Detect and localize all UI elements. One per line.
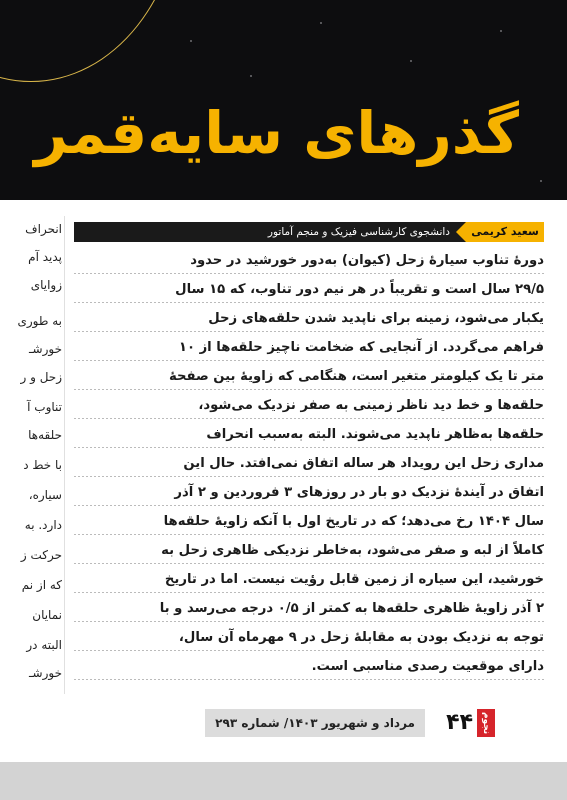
page-footer [205,709,495,737]
previous-column [0,216,62,696]
body-line: مداری زحل این رویداد هر ساله اتفاق نمی‌افتد. حال این [74,449,544,478]
body-line: دارای موقعیت رصدی مناسبی است. [74,652,544,681]
article-body [74,246,544,681]
body-line: توجه به نزدیک بودن به مقابلهٔ زحل در ۹ مهرماه آن سال، [74,623,544,652]
column-fragment: سیاره، [28,488,62,502]
star [540,180,542,182]
column-fragment: حرکت ز [20,548,62,562]
star [250,75,252,77]
body-line: فراهم می‌گردد. از آنجایی که ضخامت ناچیز حلقه‌ها از ۱۰ [74,333,544,362]
body-line: حلقه‌ها به‌ظاهر ناپدید می‌شوند. البته به‌سبب انحراف [74,420,544,449]
body-line: کاملاً از لبه و صفر می‌شود، به‌خاطر نزدیکی ظاهری زحل به [74,536,544,565]
body-line: سال ۱۴۰۴ رخ می‌دهد؛ که در تاریخ اول با آنکه زاویهٔ حلقه‌ها [74,507,544,536]
column-fragment: دارد. به [24,518,62,532]
issue-info: مرداد و شهریور ۱۴۰۳/ شماره ۲۹۳ [215,716,415,730]
body-line: یکبار می‌شود، زمینه برای ناپدید شدن حلقه‌های زحل [74,304,544,333]
article-title: گذرهای سایه‌قمر [34,99,519,167]
hero-banner [0,0,567,200]
body-line: ۲۹/۵ سال است و تقریباً در هر نیم دور تناوب، که ۱۵ سال [74,275,544,304]
column-fragment: پدید آم [28,250,62,264]
column-fragment: که از نم [21,578,62,592]
body-line: حلقه‌ها و خط دید ناظر زمینی به صفر نزدیک می‌شود، [74,391,544,420]
column-fragment: خورشـ [29,666,62,680]
column-fragment: تناوب آ [27,400,62,414]
body-line: ۲ آذر زاویهٔ ظاهری حلقه‌ها به کمتر از ۰/۵ درجه می‌رسد و با [74,594,544,623]
body-line: دورهٔ تناوب سیارهٔ زحل (کیوان) به‌دور خورشید در حدود [74,246,544,275]
column-divider [64,216,65,694]
page-bottom-band [0,762,567,800]
column-fragment: با خط د [23,458,62,472]
body-line: متر تا یک کیلومتر متغیر است، هنگامی که زاویهٔ بین صفحهٔ [74,362,544,391]
column-fragment: نمایان [32,608,62,622]
author-byline [74,222,544,242]
author-role: دانشجوی کارشناسی فیزیک و منجم آماتور [267,226,450,238]
body-line: خورشید، این سیاره از زمین قابل رؤیت نیست. اما در تاریخ [74,565,544,594]
planet-arc [0,0,182,82]
body-line: اتفاق در آیندهٔ نزدیک دو بار در روزهای ۳ فروردین و ۲ آذر [74,478,544,507]
star [410,60,412,62]
column-fragment: خورشـ [29,342,62,356]
magazine-logo: نجوم [477,709,495,737]
page-number: ۴۴ [446,710,473,735]
star [190,40,192,42]
star [320,22,322,24]
author-name: سعید کریمی [466,222,544,242]
column-fragment: زحل و ر [20,370,62,384]
column-fragment: به طوری [17,314,62,328]
star [500,30,502,32]
column-fragment: زوایای [30,278,62,292]
column-fragment: حلقه‌ها [28,428,62,442]
page-badge [425,709,495,737]
column-fragment: البته در [26,638,62,652]
column-fragment: انحراف [25,222,62,236]
